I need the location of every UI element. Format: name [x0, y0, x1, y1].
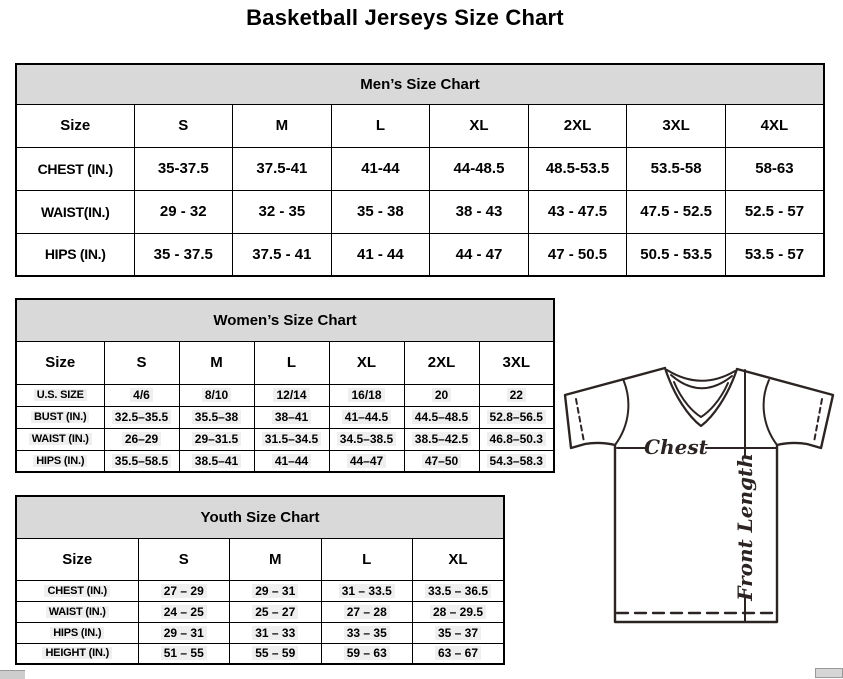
value-cell: 32.5–35.5 [104, 406, 179, 428]
armhole-seam-right [764, 380, 777, 445]
value-cell: 16/18 [329, 384, 404, 406]
value-cell: 29 – 31 [230, 580, 322, 601]
column-header: M [179, 341, 254, 384]
value-cell: 20 [404, 384, 479, 406]
value-cell: 37.5-41 [233, 147, 332, 190]
value-cell: 51 – 55 [138, 643, 230, 664]
row-label: WAIST (IN.) [16, 428, 104, 450]
table-title: Women’s Size Chart [16, 299, 554, 341]
row-label: WAIST(IN.) [16, 190, 134, 233]
value-cell: 38–41 [254, 406, 329, 428]
value-cell: 22 [479, 384, 554, 406]
womens-size-table [15, 298, 555, 473]
cuff-dashed-left [576, 399, 584, 442]
value-cell: 53.5 - 57 [725, 233, 824, 276]
column-header: M [230, 538, 322, 580]
value-cell: 53.5-58 [627, 147, 726, 190]
value-cell: 27 – 29 [138, 580, 230, 601]
row-label: CHEST (IN.) [16, 580, 138, 601]
value-cell: 44.5–48.5 [404, 406, 479, 428]
value-cell: 8/10 [179, 384, 254, 406]
value-cell: 46.8–50.3 [479, 428, 554, 450]
value-cell: 32 - 35 [233, 190, 332, 233]
value-cell: 54.3–58.3 [479, 450, 554, 472]
jersey-diagram [555, 355, 843, 679]
value-cell: 29–31.5 [179, 428, 254, 450]
value-cell: 26–29 [104, 428, 179, 450]
cuff-dashed-right [814, 399, 822, 442]
value-cell: 37.5 - 41 [233, 233, 332, 276]
row-label: U.S. SIZE [16, 384, 104, 406]
value-cell: 24 – 25 [138, 601, 230, 622]
row-label: HEIGHT (IN.) [16, 643, 138, 664]
row-label: CHEST (IN.) [16, 147, 134, 190]
row-label: HIPS (IN.) [16, 233, 134, 276]
value-cell: 48.5-53.5 [528, 147, 627, 190]
value-cell: 41-44 [331, 147, 430, 190]
value-cell: 41–44.5 [329, 406, 404, 428]
value-cell: 44–47 [329, 450, 404, 472]
value-cell: 34.5–38.5 [329, 428, 404, 450]
value-cell: 38.5–41 [179, 450, 254, 472]
value-cell: 59 – 63 [321, 643, 413, 664]
column-header: XL [430, 104, 529, 147]
value-cell: 25 – 27 [230, 601, 322, 622]
value-cell: 55 – 59 [230, 643, 322, 664]
size-corner-label: Size [16, 538, 138, 580]
value-cell: 31 – 33.5 [321, 580, 413, 601]
column-header: M [233, 104, 332, 147]
row-label: WAIST (IN.) [16, 601, 138, 622]
table-title: Youth Size Chart [16, 496, 504, 538]
value-cell: 35.5–58.5 [104, 450, 179, 472]
value-cell: 43 - 47.5 [528, 190, 627, 233]
table-title: Men’s Size Chart [16, 64, 824, 104]
column-header: 3XL [479, 341, 554, 384]
column-header: S [104, 341, 179, 384]
column-header: 2XL [404, 341, 479, 384]
value-cell: 52.8–56.5 [479, 406, 554, 428]
value-cell: 44 - 47 [430, 233, 529, 276]
chest-label: Chest [644, 435, 708, 459]
value-cell: 31.5–34.5 [254, 428, 329, 450]
column-header: S [134, 104, 233, 147]
page-title: Basketball Jerseys Size Chart [246, 5, 564, 30]
size-corner-label: Size [16, 341, 104, 384]
youth-size-table [15, 495, 505, 665]
value-cell: 50.5 - 53.5 [627, 233, 726, 276]
value-cell: 41 - 44 [331, 233, 430, 276]
value-cell: 4/6 [104, 384, 179, 406]
mens-size-table [15, 63, 825, 277]
value-cell: 41–44 [254, 450, 329, 472]
value-cell: 12/14 [254, 384, 329, 406]
value-cell: 58-63 [725, 147, 824, 190]
value-cell: 33 – 35 [321, 622, 413, 643]
value-cell: 29 – 31 [138, 622, 230, 643]
front-length-label: Front Length [733, 453, 757, 601]
row-label: BUST (IN.) [16, 406, 104, 428]
value-cell: 44-48.5 [430, 147, 529, 190]
value-cell: 27 – 28 [321, 601, 413, 622]
value-cell: 35 - 38 [331, 190, 430, 233]
column-header: L [321, 538, 413, 580]
value-cell: 35-37.5 [134, 147, 233, 190]
column-header: XL [329, 341, 404, 384]
value-cell: 29 - 32 [134, 190, 233, 233]
value-cell: 63 – 67 [413, 643, 505, 664]
column-header: S [138, 538, 230, 580]
column-header: L [331, 104, 430, 147]
row-label: HIPS (IN.) [16, 450, 104, 472]
value-cell: 47.5 - 52.5 [627, 190, 726, 233]
column-header: 4XL [725, 104, 824, 147]
scrollbar-fragment-left[interactable] [0, 670, 25, 679]
value-cell: 35.5–38 [179, 406, 254, 428]
value-cell: 31 – 33 [230, 622, 322, 643]
armhole-seam-left [615, 379, 628, 445]
value-cell: 35 - 37.5 [134, 233, 233, 276]
column-header: XL [413, 538, 505, 580]
jersey-outline [565, 368, 833, 622]
value-cell: 28 – 29.5 [413, 601, 505, 622]
column-header: L [254, 341, 329, 384]
column-header: 3XL [627, 104, 726, 147]
value-cell: 38.5–42.5 [404, 428, 479, 450]
value-cell: 52.5 - 57 [725, 190, 824, 233]
scrollbar-fragment-right[interactable] [815, 668, 843, 678]
size-corner-label: Size [16, 104, 134, 147]
value-cell: 38 - 43 [430, 190, 529, 233]
row-label: HIPS (IN.) [16, 622, 138, 643]
value-cell: 33.5 – 36.5 [413, 580, 505, 601]
column-header: 2XL [528, 104, 627, 147]
value-cell: 47 - 50.5 [528, 233, 627, 276]
value-cell: 35 – 37 [413, 622, 505, 643]
value-cell: 47–50 [404, 450, 479, 472]
